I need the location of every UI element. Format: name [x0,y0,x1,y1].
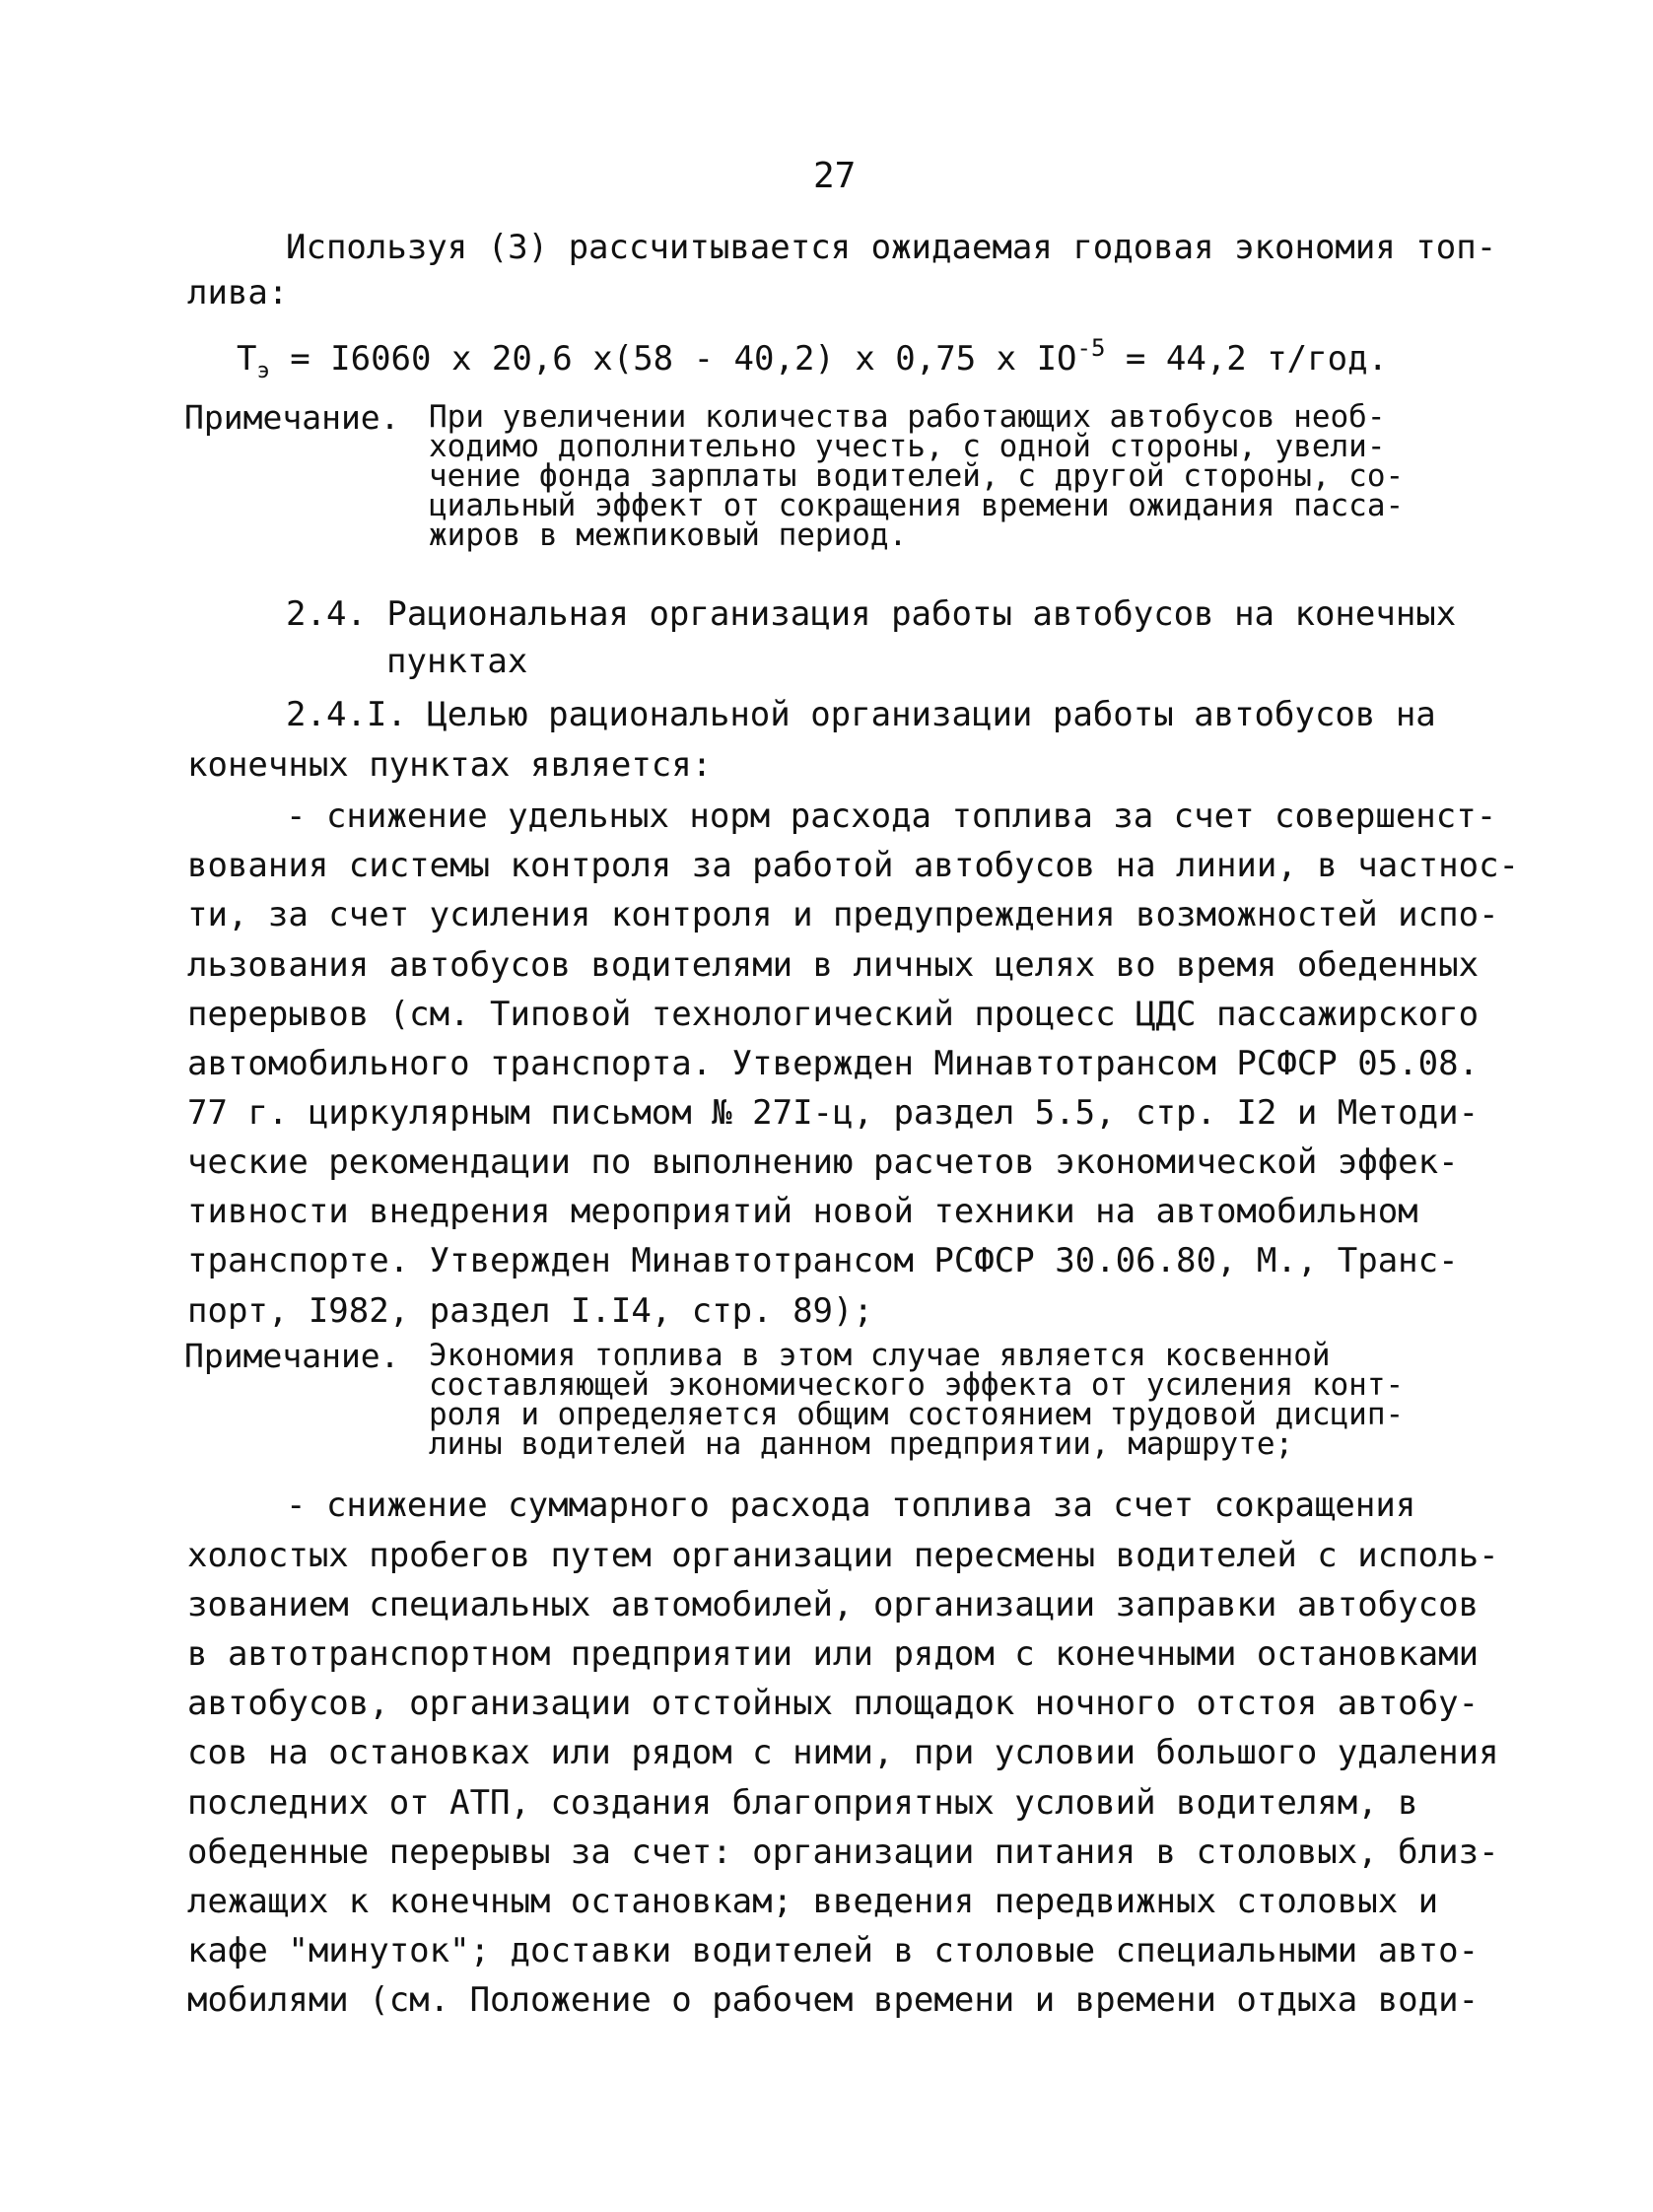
paragraph-line: в автотранспортном предприятии или рядом с конечными остановками [187,1634,1480,1674]
paragraph-line: порт, I982, раздел I.I4, стр. 89); [187,1291,873,1331]
section-heading: пунктах [386,642,528,681]
note-line: чение фонда зарплаты водителей, с другой стороны, со- [429,458,1405,494]
note-line: ходимо дополнительно учесть, с одной стороны, увели- [429,429,1386,464]
paragraph-line: 77 г. циркулярным письмом № 27I-ц, раздел 5.5, стр. I2 и Методи- [187,1093,1480,1133]
paragraph-line: лежащих к конечным остановкам; введения передвижных столовых и [187,1882,1439,1921]
paragraph-line: перерывов (см. Типовой технологический процесс ЦДС пассажирского [187,995,1480,1034]
paragraph-line: мобилями (см. Положение о рабочем времени и времени отдыха води- [187,1980,1480,2020]
paragraph-line: ти, за счет усиления контроля и предупреждения возможностей испо- [187,895,1499,934]
note-text [429,399,1405,553]
note-line: циальный эффект от сокращения времени ожидания пасса- [429,488,1405,523]
intro-line: Используя (3) рассчитывается ожидаемая годовая экономия топ- [286,228,1497,267]
paragraph-line: автобусов, организации отстойных площадок ночного отстоя авто6у- [187,1684,1480,1723]
formula-symbol: Т [237,339,257,379]
section-heading: 2.4. Рациональная организация работы автобусов на конечных [286,594,1457,634]
paragraph-line: автомобильного транспорта. Утвержден Минавтотрансом РСФСР 05.08. [187,1044,1480,1083]
formula-expression: = I6060 x 20,6 x(58 - 40,2) x 0,75 x IO [269,339,1077,379]
paragraph-line: зованием специальных автомобилей, организации заправки автобусов [187,1585,1480,1624]
paragraph-line: транспорте. Утвержден Минавтотрансом РСФСР 30.06.80, М., Транс- [187,1241,1459,1280]
note-text [429,1338,1405,1462]
paragraph-line: последних от АТП, создания благоприятных условий водителям, в [187,1783,1418,1823]
page-number: 27 [813,156,857,196]
paragraph-line: вования системы контроля за работой автобусов на линии, в частнос- [187,846,1520,885]
paragraph-line: кафе "минуток"; доставки водителей в столовые специальными авто- [187,1931,1480,1970]
fuel-savings-formula [237,327,1388,392]
note-label: Примечание. [184,1337,400,1375]
note-line: Экономия топлива в этом случае является косвенной [429,1338,1331,1373]
formula-exponent: -5 [1076,334,1106,362]
note-line: При увеличении количества работающих автобусов необ- [429,399,1386,435]
paragraph-line: конечных пунктах является: [187,745,713,785]
formula-result: = 44,2 т/год. [1105,339,1389,379]
intro-line: лива: [187,273,289,312]
paragraph-line: ческие рекомендации по выполнению расчетов экономической эффек- [187,1142,1459,1182]
paragraph-line: 2.4.I. Целью рациональной организации работы автобусов на [286,695,1436,734]
paragraph-line: обеденные перерывы за счет: организации питания в столовых, близ- [187,1832,1499,1872]
note-label: Примечание. [184,398,400,437]
note-line: лины водителей на данном предприятии, маршруте; [429,1426,1294,1462]
paragraph-line: сов на остановках или рядом с ними, при условии большого удаления [187,1733,1499,1772]
note-line: роля и определяется общим состоянием трудовой дисцип- [429,1397,1405,1432]
paragraph-line: холостых пробегов путем организации пересмены водителей с исполь- [187,1536,1499,1575]
paragraph-line: - снижение суммарного расхода топлива за счет сокращения [286,1486,1416,1525]
note-line: жиров в межпиковый период. [429,518,908,553]
paragraph-line: тивности внедрения мероприятий новой техники на автомобильном [187,1192,1418,1231]
paragraph-line: льзования автобусов водителями в личных целях во время обеденных [187,945,1480,985]
note-line: составляющей экономического эффекта от усиления конт- [429,1367,1405,1403]
paragraph-line: - снижение удельных норм расхода топлива за счет совершенст- [286,796,1497,836]
formula-subscript: э [256,359,270,383]
